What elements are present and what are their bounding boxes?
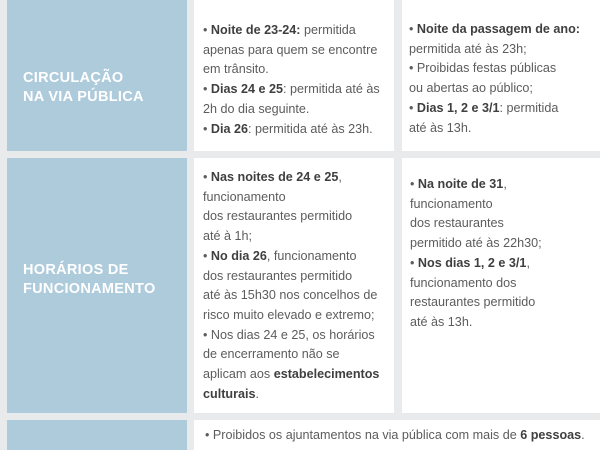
text-segment: permitida	[300, 23, 356, 37]
row-label-text: CIRCULAÇÃO NA VIA PÚBLICA	[23, 70, 144, 105]
text-line	[410, 214, 594, 234]
text-segment: •	[409, 100, 417, 115]
text-line	[203, 168, 388, 188]
text-segment: funcionamento	[203, 189, 286, 204]
text-line	[203, 345, 388, 365]
text-segment: ,	[503, 177, 507, 191]
text-line	[203, 21, 388, 41]
text-line	[205, 426, 594, 446]
text-segment: .	[581, 428, 585, 442]
text-segment: funcionamento	[410, 196, 493, 211]
row-label-gatherings	[7, 420, 187, 450]
bold-segment: Nos dias 1, 2 e 3/1	[417, 255, 527, 270]
text-line	[203, 286, 388, 306]
text-segment: de encerramento não se	[203, 347, 340, 362]
bold-segment: Noite da passagem de ano:	[416, 22, 580, 36]
cell-gatherings	[194, 420, 600, 450]
text-segment: , funcionamento	[266, 248, 357, 263]
text-line	[410, 274, 594, 294]
text-segment: funcionamento dos	[410, 275, 517, 290]
cell-hours-new-year	[402, 158, 600, 413]
text-segment: restaurantes permitido	[410, 295, 536, 310]
text-segment: até às 13h.	[410, 314, 473, 329]
text-line	[203, 326, 388, 346]
text-segment: : permitida até às	[283, 82, 380, 97]
text-segment: •	[203, 23, 211, 37]
row-label-text: HORÁRIOS DE FUNCIONAMENTO	[23, 262, 156, 297]
text-segment: dos restaurantes permitido	[203, 209, 353, 224]
text-segment: permitido até às 22h30;	[410, 236, 542, 251]
text-line	[203, 306, 388, 326]
text-line	[409, 59, 594, 79]
text-segment: •	[203, 82, 211, 97]
text-line	[409, 20, 594, 40]
text-segment: 2h do dia seguinte.	[203, 101, 310, 116]
text-line	[203, 120, 388, 140]
text-segment: aplicam aos	[203, 367, 274, 382]
text-segment: ,	[338, 170, 342, 184]
cell-hours-christmas	[194, 158, 394, 413]
text-line	[203, 267, 388, 287]
bold-segment: Nas noites de 24 e 25	[210, 170, 339, 184]
bold-segment: Dias 24 e 25	[210, 82, 284, 97]
text-line	[410, 195, 594, 215]
text-line	[410, 293, 594, 313]
text-segment: •	[203, 121, 211, 136]
text-segment: apenas para quem se encontre	[203, 42, 378, 57]
text-segment: •	[203, 248, 211, 263]
text-line	[203, 41, 388, 61]
text-line	[410, 254, 594, 274]
text-segment: até à 1h;	[203, 229, 253, 244]
text-line	[409, 79, 594, 99]
text-segment: dos restaurantes	[410, 216, 504, 231]
bold-segment: Noite de 23-24:	[210, 23, 301, 37]
text-segment: dos restaurantes permitido	[203, 268, 353, 283]
text-line	[203, 60, 388, 80]
text-segment: até às 13h.	[409, 120, 472, 135]
text-segment: • Proibidas festas públicas	[409, 61, 557, 76]
text-line	[409, 40, 594, 60]
cell-circulation-christmas	[194, 0, 394, 151]
cell-circulation-new-year	[402, 0, 600, 151]
bold-segment: culturais	[203, 386, 256, 401]
text-line	[203, 227, 388, 247]
text-segment: •	[203, 170, 211, 184]
text-segment: • Nos dias 24 e 25, os horários	[203, 327, 375, 342]
bold-segment: Dia 26	[210, 121, 249, 136]
text-segment: ,	[526, 255, 530, 270]
bold-segment: estabelecimentos	[273, 367, 380, 382]
text-line	[410, 175, 594, 195]
text-segment: : permitida até às 23h.	[248, 121, 373, 136]
row-label-circulation	[7, 0, 187, 151]
text-line	[203, 100, 388, 120]
bold-segment: 6 pessoas	[520, 428, 582, 442]
text-segment: : permitida	[499, 100, 559, 115]
text-segment: permitida até às 23h;	[409, 41, 527, 56]
text-line	[409, 99, 594, 119]
text-segment: .	[255, 386, 259, 401]
text-line	[203, 247, 388, 267]
text-segment: ou abertas ao público;	[409, 81, 533, 96]
row-label-opening-hours	[7, 158, 187, 413]
text-segment: •	[410, 255, 418, 270]
text-line	[203, 385, 388, 405]
text-segment: •	[409, 22, 417, 36]
text-line	[203, 207, 388, 227]
text-segment: •	[410, 177, 418, 191]
text-segment: risco muito elevado e extremo;	[203, 307, 375, 322]
text-line	[410, 313, 594, 333]
bold-segment: Dias 1, 2 e 3/1	[416, 100, 500, 115]
text-line	[409, 119, 594, 139]
text-segment: até às 15h30 nos concelhos de	[203, 288, 378, 303]
bold-segment: No dia 26	[210, 248, 267, 263]
bold-segment: Na noite de 31	[417, 177, 504, 191]
text-line	[203, 365, 388, 385]
text-segment: em trânsito.	[203, 62, 269, 77]
text-line	[203, 80, 388, 100]
text-segment: • Proibidos os ajuntamentos na via pública com mais de	[205, 428, 521, 442]
text-line	[410, 234, 594, 254]
text-line	[203, 188, 388, 208]
